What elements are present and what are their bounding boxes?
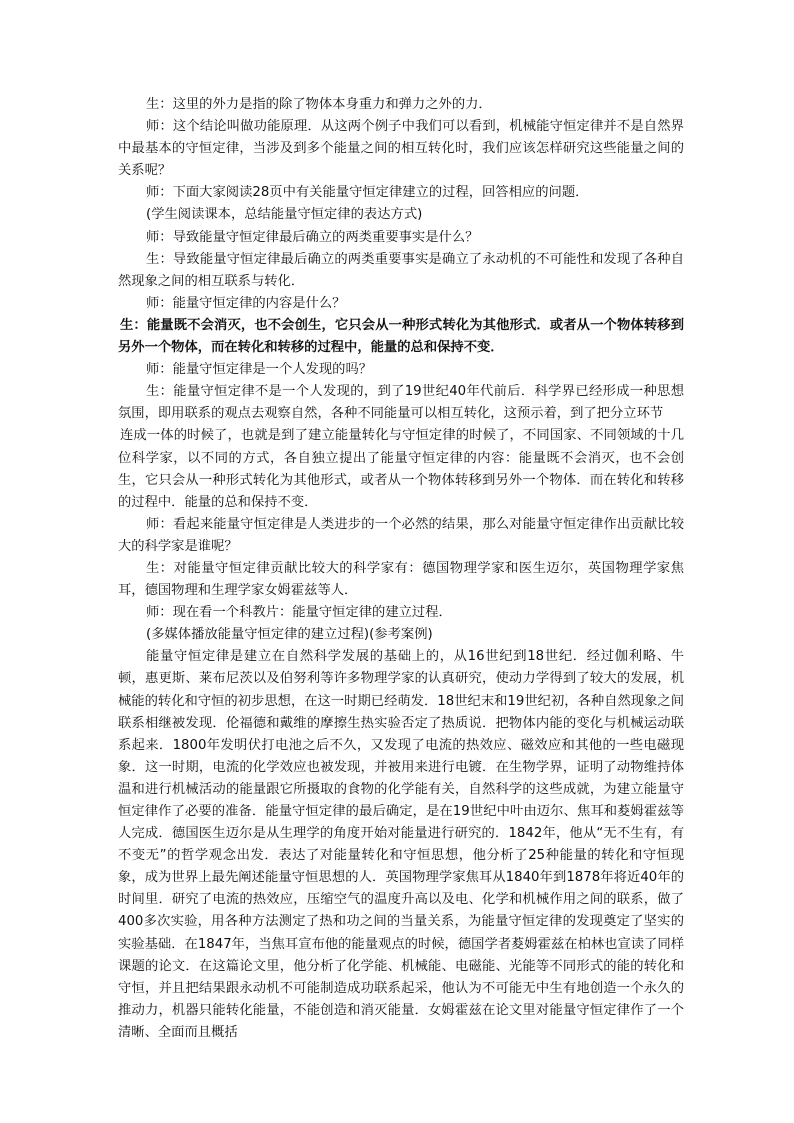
paragraph: (学生阅读课本，总结能量守恒定律的表达方式): [146, 207, 423, 223]
paragraph: (多媒体播放能量守恒定律的建立过程)(参考案例): [146, 627, 433, 643]
paragraph: 师：下面大家阅读28页中有关能量守恒定律建立的过程，回答相应的问题．: [146, 185, 589, 201]
paragraph: 生：导致能量守恒定律最后确立的两类重要事实是确立了永动机的不可能性和发现了各种自然现象之间的相互联系与转化．: [118, 251, 684, 289]
paragraph: 师：导致能量守恒定律最后确立的两类重要事实是什么？: [146, 229, 479, 245]
paragraph: 师：能量守恒定律的内容是什么？: [146, 295, 346, 311]
paragraph: 师：看起来能量守恒定律是人类进步的一个必然的结果，那么对能量守恒定律作出贡献比较大的科学家是谁呢？: [118, 516, 684, 554]
paragraph: 师：现在看一个科教片：能量守恒定律的建立过程．: [146, 605, 452, 621]
paragraph: 能量守恒定律是建立在自然科学发展的基础上的，从16世纪到18世纪．经过伽利略、牛顿，惠更斯、莱布尼茨以及伯努利等许多物理学家的认真研究，使动力学得到了较大的发展，机械能的转化和守恒的初步思想，在这一时期已经萌发．18世纪末和19世纪初，各种自然现象之间联系相继被发现．伦福德和戴维的摩擦生热实验否定了热质说．把物体内能的变化与机械运动联系起来．1800年发明伏打电池之后不久，又发现了电流的热效应、磁效应和其他的一些电磁现象．这一时期，电流的化学效应也被发现，并被用来进行电镀．在生物学界，证明了动物维持体温和进行机械活动的能量跟它所摄取的食物的化学能有关，自然科学的这些成就，为建立能量守恒定律作了必要的准备．能量守恒定律的最后确定，是在19世纪中叶由迈尔、焦耳和荾姆霍兹等人完成．德国医生迈尔是从生理学的角度开始对能量进行研究的．1842年，他从“无不生有，有不变无”的哲学观念出发．表达了对能量转化和守恒思想，他分析了25种能量的转化和守恒现象，成为世界上最先阐述能量守恒思想的人．英国物理学家焦耳从1840年到1878年将近40年的时间里．研究了电流的热效应，压缩空气的温度升高以及电、化学和机械作用之间的联系，做了400多次实验，用各种方法测定了热和功之间的当量关系，为能量守恒定律的发现奠定了坚实的实验基础．在1847年，当焦耳宣布他的能量观点的时候，德国学者荾姆霍兹在柏林也宣读了同样课题的论文．在这篇论文里，他分析了化学能、机械能、电磁能、光能等不同形式的能的转化和守恒，并且把结果跟永动机不可能制造成功联系起采，他认为不可能无中生有地创造一个永久的推动力，机器只能转化能量，不能创造和消灭能量．女姆霍兹在论文里对能量守恒定律作了一个清晰、全面而且概括: [118, 649, 684, 1040]
paragraph: 师：这个结论叫做功能原理．从这两个例子中我们可以看到，机械能守恒定律并不是自然界中最基本的守恒定律，当涉及到多个能量之间的相互转化时，我们应该怎样研究这些能量之间的关系呢？: [118, 119, 684, 179]
paragraph: 生：对能量守恒定律贡献比较大的科学家有：德国物理学家和医生迈尔，英国物理学家焦耳，德国物理和生理学家女姆霍兹等人．: [118, 560, 684, 599]
paragraph: 师：能量守恒定律是一个人发现的吗？: [146, 362, 373, 378]
paragraph: 生：能量守恒定律不是一个人发现的，到了19世纪40年代前后．科学界已经形成一种思想氛围，即用联系的观点去观察自然，各种不同能量可以相互转化，这预示着，到了把分立环节: [118, 384, 684, 422]
paragraph: 连成一体的时候了，也就是到了建立能量转化与守恒定律的时候了，不同国家、不同领域的十几位科学家，以不同的方式，各自独立提出了能量守恒定律的内容：能量既不会消灭，也不会创生，它只会从一种形式转化为其他形式，或者从一个物体转移到另外一个物体．而在转化和转移的过程中．能量的总和保持不变．: [118, 428, 684, 510]
bold-answer-paragraph: 生：能量既不会消灭，也不会创生，它只会从一种形式转化为其他形式．或者从一个物体转移到另外一个物体，而在转化和转移的过程中，能量的总和保持不变．: [118, 317, 684, 356]
paragraph: 生：这里的外力是指的除了物体本身重力和弹力之外的力．: [146, 97, 492, 112]
document-page: [118, 94, 684, 1044]
